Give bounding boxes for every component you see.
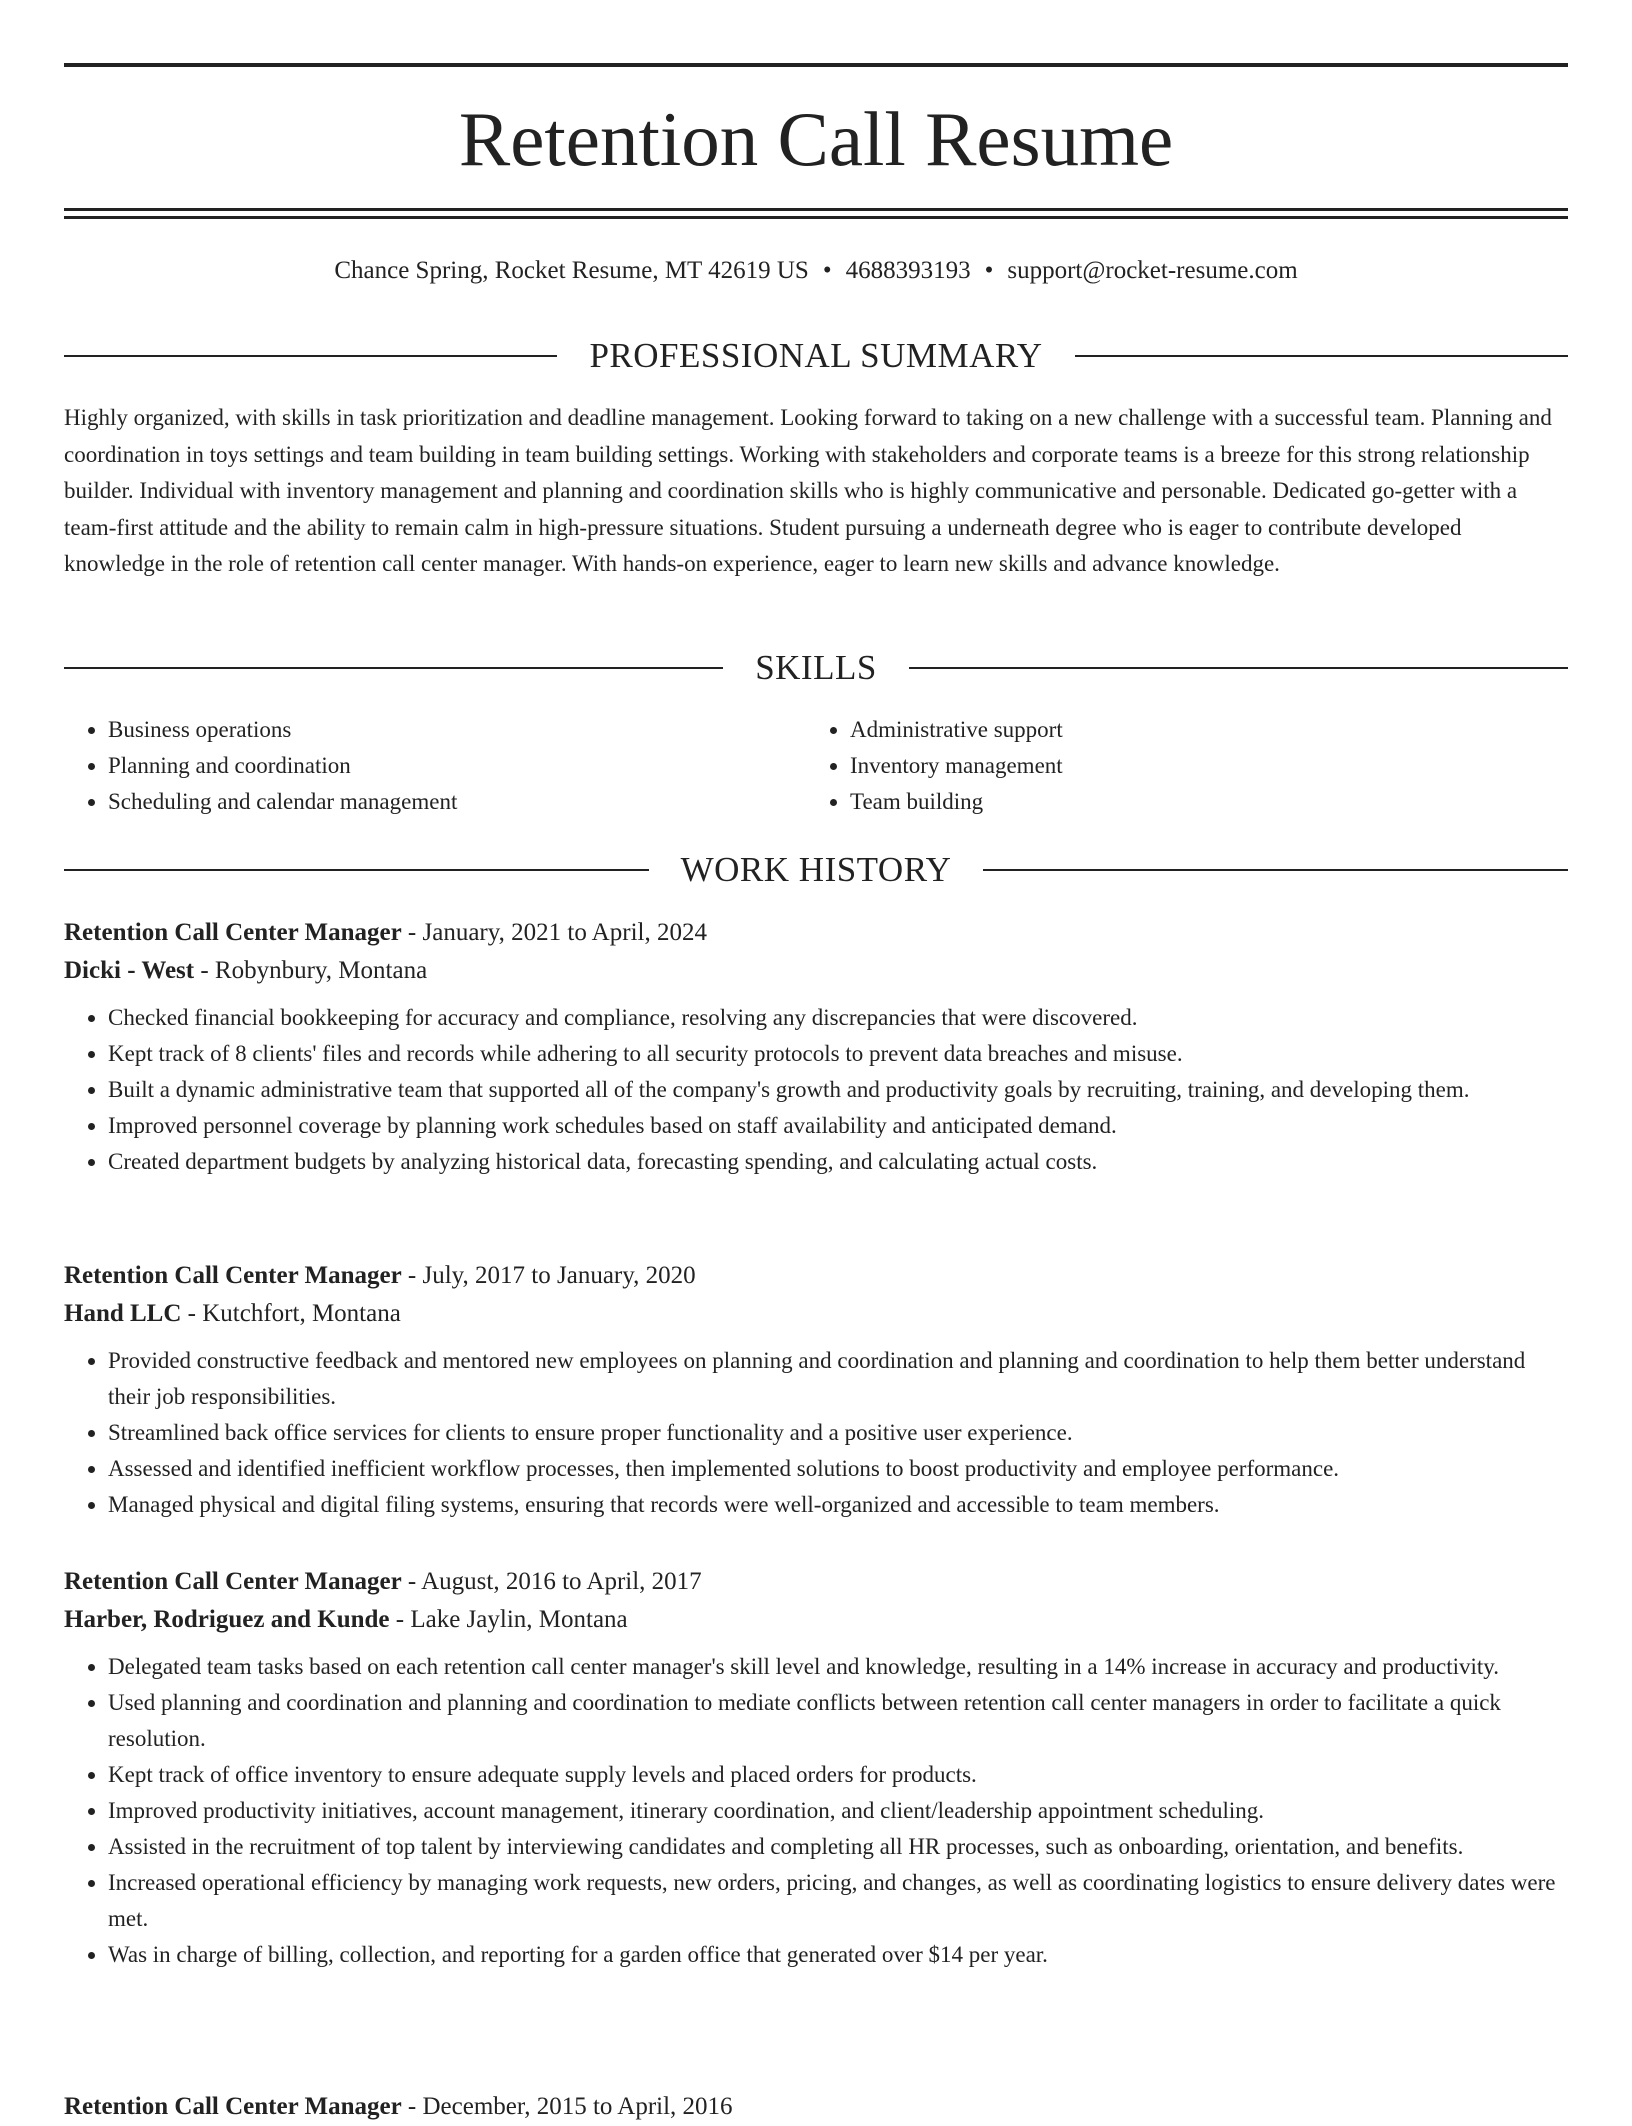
job-entry: [64, 2088, 1568, 2126]
job-bullet: • Improved productivity initiatives, account management, itinerary coordination, and client/leadership appointment scheduling.: [108, 1793, 1568, 1829]
job-bullet: • Managed physical and digital filing systems, ensuring that records were well-organized and accessible to team members.: [108, 1487, 1568, 1523]
skills-list: [64, 712, 1568, 820]
job-dates: - August, 2016 to April, 2017: [401, 1568, 702, 1595]
professional-summary-text: Highly organized, with skills in task prioritization and deadline management. Looking forward to taking on a new challenge with a successful team. Planning and coordination in toys settings and team building in team building settings. Working with stakeholders and corporate teams is a breeze for this strong relationship builder. Individual with inventory management and planning and coordination skills who is highly communicative and personable. Dedicated go-getter with a team-first attitude and the ability to remain calm in high-pressure situations. Student pursuing a underneath degree who is eager to contribute developed knowledge in the role of retention call center manager. With hands-on experience, eager to learn new skills and advance knowledge.: [64, 405, 1552, 576]
skill-item: • Planning and coordination: [108, 748, 806, 784]
skill-item: • Team building: [850, 784, 1548, 820]
resume-title: Retention Call Resume: [458, 96, 1174, 182]
skills-column-right: [806, 712, 1548, 820]
contact-separator: •: [822, 257, 832, 284]
job-company-line: [64, 952, 1568, 990]
job-company: Harber, Rodriguez and Kunde: [64, 1606, 390, 1633]
job-entry: [64, 914, 1568, 1180]
contact-line: [64, 255, 1568, 287]
job-company: Dicki - West: [64, 957, 195, 984]
contact-separator: •: [984, 257, 994, 284]
job-bullet: • Delegated team tasks based on each retention call center manager's skill level and knowledge, resulting in a 14% increase in accuracy and productivity.: [108, 1649, 1568, 1685]
contact-email: support@rocket-resume.com: [1007, 257, 1298, 284]
skills-section-heading: [64, 648, 1568, 688]
skills-column-left: [64, 712, 806, 820]
job-bullet: • Used planning and coordination and planning and coordination to mediate conflicts between retention call center managers in order to facilitate a quick resolution.: [108, 1685, 1568, 1757]
job-role-line: [64, 1563, 1568, 1601]
job-bullet: • Kept track of office inventory to ensure adequate supply levels and placed orders for products.: [108, 1757, 1568, 1793]
job-company: Hand LLC: [64, 1300, 182, 1327]
job-dates: - January, 2021 to April, 2024: [401, 919, 707, 946]
heading-rule-left: [64, 667, 723, 669]
skill-item: • Scheduling and calendar management: [108, 784, 806, 820]
job-bullet: • Checked financial bookkeeping for accuracy and compliance, resolving any discrepancies that were discovered.: [108, 1000, 1568, 1036]
job-title: Retention Call Center Manager: [64, 919, 402, 946]
job-bullet: • Increased operational efficiency by managing work requests, new orders, pricing, and changes, as well as coordinating logistics to ensure delivery dates were met.: [108, 1865, 1568, 1937]
job-company-line: [64, 1295, 1568, 1333]
job-entry: [64, 1563, 1568, 1973]
skill-item: • Administrative support: [850, 712, 1548, 748]
heading-rule-left: [64, 355, 557, 357]
job-title: Retention Call Center Manager: [64, 2093, 402, 2120]
job-dates: - July, 2017 to January, 2020: [401, 1262, 696, 1289]
skill-item: • Business operations: [108, 712, 806, 748]
summary-heading-label: PROFESSIONAL SUMMARY: [589, 336, 1043, 375]
job-location: - Robynbury, Montana: [194, 957, 428, 984]
job-bullets: [64, 1343, 1568, 1523]
top-rule: [64, 63, 1568, 67]
job-bullet: • Provided constructive feedback and mentored new employees on planning and coordination and planning and coordination to help them better understand their job responsibilities.: [108, 1343, 1568, 1415]
job-entry: [64, 1257, 1568, 1523]
skills-heading-label: SKILLS: [755, 648, 877, 687]
job-bullet: • Assisted in the recruitment of top talent by interviewing candidates and completing all HR processes, such as onboarding, orientation, and benefits.: [108, 1829, 1568, 1865]
job-bullets: [64, 1000, 1568, 1180]
job-location: - Kutchfort, Montana: [181, 1300, 401, 1327]
job-bullet: • Created department budgets by analyzing historical data, forecasting spending, and calculating actual costs.: [108, 1144, 1568, 1180]
job-bullet: • Was in charge of billing, collection, and reporting for a garden office that generated over $14 per year.: [108, 1937, 1568, 1973]
skill-item: • Inventory management: [850, 748, 1548, 784]
work-heading-label: WORK HISTORY: [680, 850, 952, 889]
contact-phone: 4688393193: [845, 257, 971, 284]
job-role-line: [64, 914, 1568, 952]
work-history-section-heading: [64, 850, 1568, 890]
heading-rule-right: [909, 667, 1568, 669]
job-role-line: [64, 2088, 1568, 2126]
job-bullet: • Kept track of 8 clients' files and records while adhering to all security protocols to prevent data breaches and misuse.: [108, 1036, 1568, 1072]
job-title: Retention Call Center Manager: [64, 1568, 402, 1595]
job-bullets: [64, 1649, 1568, 1973]
job-bullet: • Built a dynamic administrative team that supported all of the company's growth and productivity goals by recruiting, training, and developing them.: [108, 1072, 1568, 1108]
job-location: - Lake Jaylin, Montana: [389, 1606, 628, 1633]
summary-section-heading: [64, 336, 1568, 376]
heading-rule-right: [983, 869, 1568, 871]
job-dates: - December, 2015 to April, 2016: [401, 2093, 733, 2120]
job-bullet: • Improved personnel coverage by planning work schedules based on staff availability and anticipated demand.: [108, 1108, 1568, 1144]
job-title: Retention Call Center Manager: [64, 1262, 402, 1289]
job-bullet: • Streamlined back office services for clients to ensure proper functionality and a positive user experience.: [108, 1415, 1568, 1451]
contact-address: Chance Spring, Rocket Resume, MT 42619 US: [334, 257, 809, 284]
job-bullet: • Assessed and identified inefficient workflow processes, then implemented solutions to boost productivity and employee performance.: [108, 1451, 1568, 1487]
heading-rule-left: [64, 869, 649, 871]
heading-rule-right: [1075, 355, 1568, 357]
title-double-rule: [64, 208, 1568, 219]
job-company-line: [64, 1601, 1568, 1639]
job-role-line: [64, 1257, 1568, 1295]
